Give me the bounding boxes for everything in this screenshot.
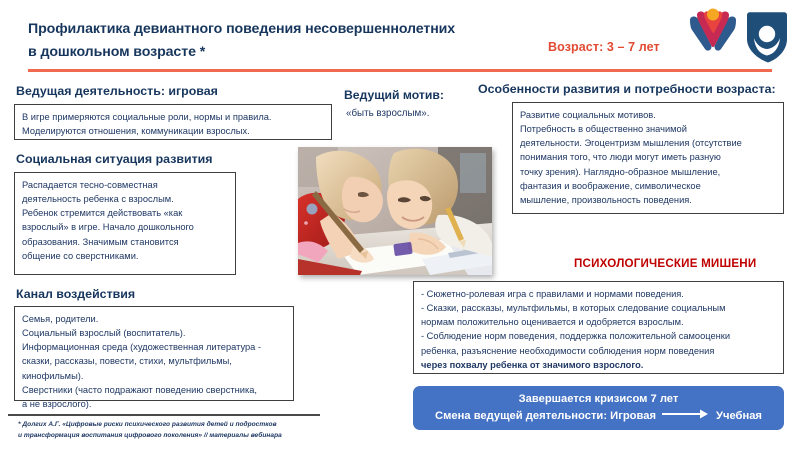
targets-line: ребенка, разъяснение необходимости соблюдения норм поведения xyxy=(421,345,715,356)
play-activity-line: В игре примеряются социальные роли, нормы и правила. xyxy=(22,112,272,122)
targets-line: - Сюжетно-ролевая игра с правилами и нормами поведения. xyxy=(421,289,684,299)
section-heading-age-features: Особенности развития и потребности возраста: xyxy=(478,82,776,96)
social-situation-line: Ребенок стремится действовать «как xyxy=(22,208,183,219)
age-features-box xyxy=(512,102,784,214)
channel-line: Информационная среда (художественная литература - xyxy=(22,342,262,353)
source-footnote-line2: и трансформация воспитания цифрового поколения» // материалы вебинара xyxy=(18,431,282,439)
channel-line: а не взрослого). xyxy=(22,398,92,409)
activity-transition-row xyxy=(435,408,762,425)
psychological-targets-box xyxy=(413,281,784,374)
age-features-line: понимания того, что люди могут иметь разную xyxy=(520,152,721,163)
section-heading-psychological-targets: ПСИХОЛОГИЧЕСКИЕ МИШЕНИ xyxy=(574,257,757,270)
age-features-line: фантазия и воображение, символическое xyxy=(520,180,701,191)
age-features-line: точку зрения). Наглядно-образное мышление, xyxy=(520,166,721,177)
logo-group xyxy=(684,8,790,64)
channel-line: Сверстники (часто подражают поведению сверстника, xyxy=(22,384,257,395)
age-features-line: деятельности. Эгоцентризм мышления (отсутствие xyxy=(520,138,742,149)
targets-line: - Сказки, рассказы, мультфильмы, в которых следование социальным xyxy=(421,303,726,314)
right-arrow-icon xyxy=(662,408,710,425)
age-features-line: мышление, произвольность поведения. xyxy=(520,194,692,205)
conclusion-line1: Завершается кризисом 7 лет xyxy=(518,393,679,406)
section-heading-channel: Канал воздействия xyxy=(16,287,136,301)
source-footnote-line1: * Долгих А.Г. «Цифровые риски психического развития детей и подростков xyxy=(18,421,277,428)
hands-sun-logo xyxy=(690,9,736,51)
section-heading-play-activity: Ведущая деятельность: игровая xyxy=(16,84,218,98)
targets-line: - Соблюдение норм поведения, поддержка положительной самооценки xyxy=(421,331,731,342)
social-situation-line: образования. Значимым становится xyxy=(22,236,179,247)
page-title-line1: Профилактика девиантного поведения несовершеннолетних xyxy=(28,21,456,37)
social-situation-line: деятельность ребенка с взрослым. xyxy=(22,194,174,205)
targets-line-emphasis: через похвалу ребенка от значимого взрослого. xyxy=(421,359,644,370)
channel-line: сказки, рассказы, повести, стихи, мультфильмы, xyxy=(22,356,232,367)
source-footnote xyxy=(18,420,328,441)
age-features-line: Развитие социальных мотивов. xyxy=(520,110,656,120)
shield-person-logo xyxy=(747,12,787,62)
leading-motive-value: «быть взрослым». xyxy=(346,108,430,119)
channel-line: Социальный взрослый (воспитатель). xyxy=(22,328,186,339)
channel-line: Семья, родители. xyxy=(22,314,99,324)
play-activity-line: Моделируются отношения, коммуникации взрослых. xyxy=(22,126,250,137)
play-activity-box xyxy=(14,104,332,140)
section-heading-leading-motive: Ведущий мотив: xyxy=(344,88,444,102)
activity-transition-from: Смена ведущей деятельности: Игровая xyxy=(435,410,656,422)
page-title xyxy=(28,18,558,64)
channel-box xyxy=(14,306,294,409)
social-situation-line: общение со сверстниками. xyxy=(22,250,139,261)
social-situation-line: взрослый» в игре. Начало дошкольного xyxy=(22,222,194,233)
header-divider xyxy=(28,69,772,72)
targets-line: нормам положительно оценивается и одобряется взрослым. xyxy=(421,317,684,328)
activity-transition-to: Учебная xyxy=(716,410,762,422)
social-situation-line: Распадается тесно-совместная xyxy=(22,180,158,190)
age-range-label: Возраст: 3 – 7 лет xyxy=(548,40,660,54)
social-situation-box xyxy=(14,172,236,275)
section-heading-social-situation: Социальная ситуация развития xyxy=(16,152,213,166)
children-drawing-photo xyxy=(298,147,492,275)
page-title-line2: в дошкольном возрасте * xyxy=(28,44,206,60)
channel-line: кинофильмы). xyxy=(22,370,84,381)
age-features-line: Потребность в общественно значимой xyxy=(520,124,687,135)
footnote-divider xyxy=(8,414,320,416)
conclusion-banner xyxy=(413,386,784,430)
